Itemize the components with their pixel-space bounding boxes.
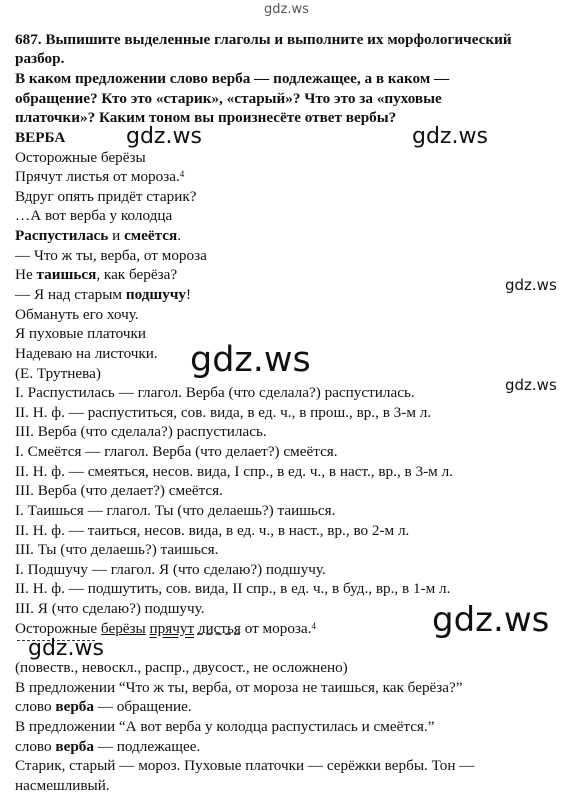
predicate-word: прячут xyxy=(149,620,195,637)
answer-line: насмешливый. xyxy=(15,777,110,794)
poem-line: Не таишься, как берёза? xyxy=(15,266,178,283)
watermark: gdz.ws xyxy=(505,376,557,394)
analysis-line: III. Ты (что делаешь?) таишься. xyxy=(15,541,219,558)
poem-line: Вдруг опять придёт старик? xyxy=(15,188,197,205)
task-text: разбор. xyxy=(15,50,65,67)
task-text: обращение? Кто это «старик», «старый»? Что это за «пуховые xyxy=(15,90,442,107)
watermark: gdz.ws xyxy=(126,124,202,149)
poem-line: Осторожные берёзы xyxy=(15,149,146,166)
watermark: gdz.ws xyxy=(412,124,488,149)
watermark: gdz.ws xyxy=(505,276,557,294)
poem-line: — Что ж ты, верба, от мороза xyxy=(15,247,207,264)
parsed-sentence: Осторожные берёзы прячут листья от мороза.$^4$ xyxy=(15,620,316,637)
analysis-line: I. Таишься — глагол. Ты (что делаешь?) таишься. xyxy=(15,502,336,519)
answer-line: Старик, старый — мороз. Пуховые платочки — серёжки вербы. Тон — xyxy=(15,757,475,774)
analysis-line: II. Н. ф. — смеяться, несов. вида, I спр., в ед. ч., в наст., вр., в 3-м л. xyxy=(15,463,453,480)
analysis-line: II. Н. ф. — таиться, несов. вида, в ед. ч., в наст., вр., во 2-м л. xyxy=(15,522,410,539)
task-text: В каком предложении слово верба — подлежащее, а в каком — xyxy=(15,70,450,87)
analysis-line: II. Н. ф. — подшутить, сов. вида, II спр., в ед. ч., в буд., вр., в 1-м л. xyxy=(15,580,451,597)
answer-line: слово верба — подлежащее. xyxy=(15,738,201,755)
subject-word: берёзы xyxy=(100,620,146,637)
attribute-word: Осторожные xyxy=(15,620,98,637)
task-text: 687. Выпишите выделенные глаголы и выполните их морфологический xyxy=(15,31,512,48)
poem-line: Обмануть его хочу. xyxy=(15,306,139,323)
watermark: gdz.ws xyxy=(264,2,309,17)
poem-author: (Е. Трутнева) xyxy=(15,365,101,382)
object-word: листья xyxy=(197,620,241,637)
poem-title: ВЕРБА xyxy=(15,129,66,146)
poem-line: Прячут листья от мороза.$^4$ xyxy=(15,168,185,185)
analysis-line: III. Верба (что делает?) смеётся. xyxy=(15,482,223,499)
answer-line: В предложении “А вот верба у колодца распустилась и смеётся.” xyxy=(15,718,435,735)
poem-line: Я пуховые платочки xyxy=(15,325,147,342)
poem-line: — Я над старым подшучу! xyxy=(15,286,192,303)
analysis-line: II. Н. ф. — распуститься, сов. вида, в ед. ч., в прош., вр., в 3-м л. xyxy=(15,404,432,421)
task-text: платочки»? Каким тоном вы произнесёте ответ вербы? xyxy=(15,109,397,126)
answer-line: слово верба — обращение. xyxy=(15,698,192,715)
analysis-line: I. Распустилась — глагол. Верба (что сделала?) распустилась. xyxy=(15,384,415,401)
poem-line: Надеваю на листочки. xyxy=(15,345,158,362)
parse-description: (повеств., невоскл., распр., двусост., не осложнено) xyxy=(15,659,348,676)
watermark: gdz.ws xyxy=(28,636,104,661)
analysis-line: III. Я (что сделаю?) подшучу. xyxy=(15,600,205,617)
analysis-line: I. Подшучу — глагол. Я (что сделаю?) подшучу. xyxy=(15,561,326,578)
analysis-line: I. Смеётся — глагол. Верба (что делает?) смеётся. xyxy=(15,443,338,460)
answer-line: В предложении “Что ж ты, верба, от мороза не таишься, как берёза?” xyxy=(15,679,463,696)
watermark: gdz.ws xyxy=(190,340,311,380)
watermark: gdz.ws xyxy=(432,600,550,640)
poem-line: …А вот верба у колодца xyxy=(15,207,173,224)
analysis-line: III. Верба (что сделала?) распустилась. xyxy=(15,423,267,440)
poem-line: Распустилась и смеётся. xyxy=(15,227,182,244)
